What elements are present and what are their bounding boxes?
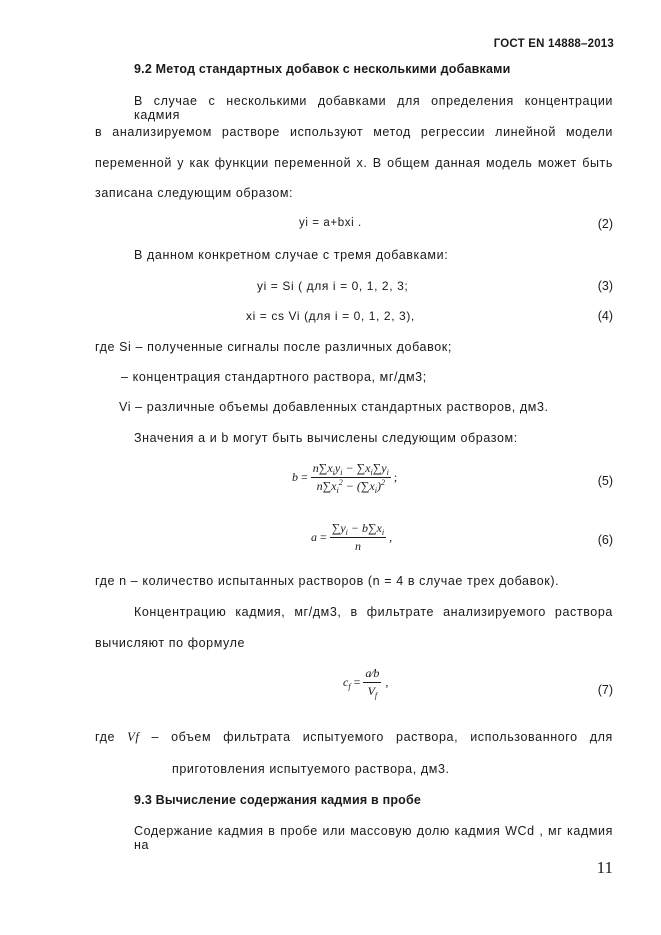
equation-number: (4) xyxy=(597,309,613,323)
section-heading-9-3: 9.3 Вычисление содержания кадмия в пробе xyxy=(134,793,422,807)
equation-number: (2) xyxy=(597,217,613,231)
equation-number: (6) xyxy=(597,533,613,547)
definition-signals: где Si – полученные сигналы после различных добавок; xyxy=(95,340,452,354)
word: раствора, xyxy=(396,730,459,744)
word: – xyxy=(151,730,160,744)
word: фильтрата xyxy=(223,730,291,744)
word: линейной xyxy=(495,125,556,139)
word: растворе xyxy=(221,125,280,139)
definition-vf-continued: приготовления испытуемого раствора, дм3. xyxy=(172,762,450,776)
definition-volumes: Vi – различные объемы добавленных стандартных растворов, дм3. xyxy=(119,400,549,414)
word: в xyxy=(95,125,103,139)
word: объем xyxy=(171,730,212,744)
paragraph-line: записана следующим образом: xyxy=(95,186,294,200)
equation-number: (3) xyxy=(597,279,613,293)
word: где xyxy=(95,730,116,744)
paragraph-line: вычисляют по формуле xyxy=(95,636,246,650)
word: анализируемого xyxy=(443,605,546,619)
document-code: ГОСТ EN 14888–2013 xyxy=(493,38,614,50)
word: мг/дм3, xyxy=(294,605,342,619)
equation-2: yi = a+bxi . xyxy=(299,217,362,229)
page-number: 11 xyxy=(596,858,613,877)
equation-5-formula: b = $\frac{n\sum x_iy_i - \sum x_i\sum y_i}{n\sum x_i^2 - (\sum x_i)^2}$ ; xyxy=(292,461,398,495)
equation-number: (5) xyxy=(597,474,613,488)
word: фильтрате xyxy=(366,605,435,619)
paragraph-line xyxy=(95,125,613,139)
word: в xyxy=(350,605,358,619)
word: кадмия, xyxy=(235,605,286,619)
word: анализируемом xyxy=(112,125,212,139)
equation-6-formula: a = $\frac{\sum y_i - b\sum x_i}{n}$ , xyxy=(311,521,393,553)
word: для xyxy=(589,730,613,744)
section-heading-9-2: 9.2 Метод стандартных добавок с несколькими добавками xyxy=(134,62,511,76)
equation-3: yi = Si ( для i = 0, 1, 2, 3; xyxy=(257,279,409,293)
definition-vf xyxy=(95,730,613,745)
paragraph-line: В случае с несколькими добавками для определения концентрации кадмия xyxy=(134,94,613,122)
paragraph-line: В данном конкретном случае с тремя добавками: xyxy=(134,248,449,262)
definition-concentration: – концентрация стандартного раствора, мг/дм3; xyxy=(121,370,427,384)
symbol-vf: Vf xyxy=(127,730,140,744)
word: Концентрацию xyxy=(134,605,227,619)
word: используют xyxy=(290,125,364,139)
paragraph-line: переменной y как функции переменной x. В общем данная модель может быть xyxy=(95,156,613,170)
definition-n: где n – количество испытанных растворов (n = 4 в случае трех добавок). xyxy=(95,574,560,588)
equation-4: xi = cs Vi (для i = 0, 1, 2, 3), xyxy=(246,309,415,323)
word: модели xyxy=(565,125,613,139)
equation-7-formula: $c_f$ = $\frac{a⁄b}{V_f}$ , xyxy=(343,666,389,700)
equation-number: (7) xyxy=(597,683,613,697)
paragraph-line: Содержание кадмия в пробе или массовую долю кадмия WCd , мг кадмия на xyxy=(134,824,613,852)
word: метод xyxy=(373,125,411,139)
paragraph-line: Значения a и b могут быть вычислены следующим образом: xyxy=(134,431,518,445)
paragraph-line xyxy=(134,605,613,619)
word: использованного xyxy=(470,730,578,744)
word: регрессии xyxy=(420,125,486,139)
word: раствора xyxy=(554,605,613,619)
word: испытуемого xyxy=(302,730,384,744)
